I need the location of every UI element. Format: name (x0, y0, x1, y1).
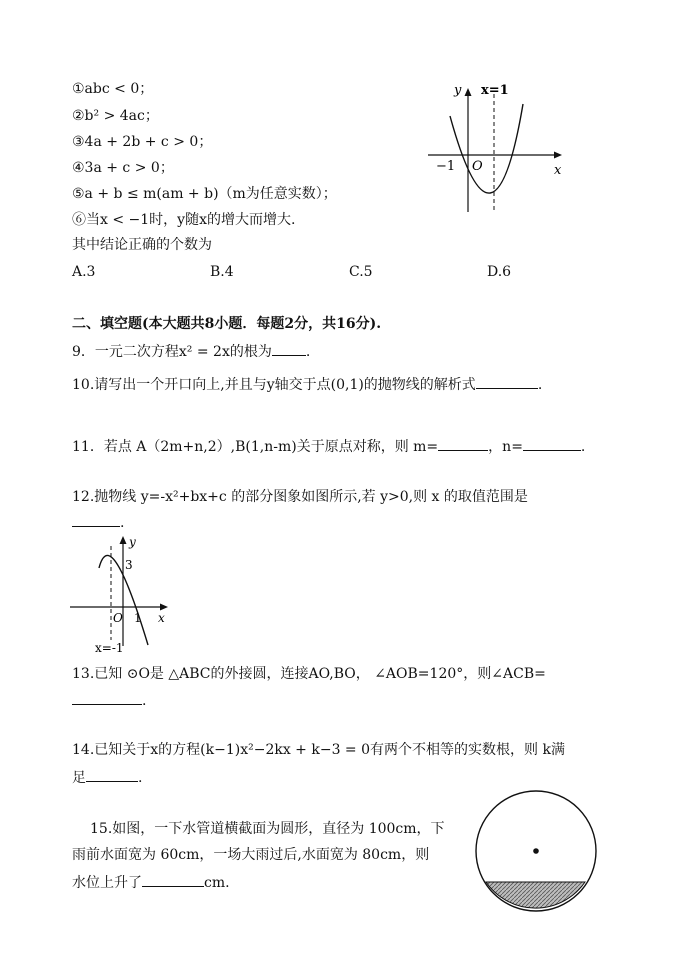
q13-text: 13.已知 ⊙O是 △ABC的外接圆，连接AO,BO， ∠AOB=120°，则∠ACB= (72, 666, 546, 682)
q12-parabola-graph (68, 528, 178, 658)
q8-item-5: ⑤a + b ≤ m(am + b)（m为任意实数）； (72, 186, 337, 202)
q15-answer-blank[interactable] (142, 872, 204, 887)
q8-option-a: A.3 (72, 264, 96, 280)
q15-text-3b: cm. (204, 875, 230, 891)
q9 (72, 341, 310, 361)
q12-y-arrow (120, 536, 127, 544)
q8-origin-label: O (472, 159, 483, 174)
q11 (72, 436, 585, 456)
q10 (72, 374, 542, 394)
q12-three-label: 3 (125, 558, 133, 572)
q8-y-arrow (465, 88, 472, 96)
q15-line-1: 15.如图，一下水管道横截面为圆形，直径为 100cm，下 (90, 821, 445, 837)
q12-x-label: x (158, 611, 165, 625)
q15-pipe-cross-section (474, 790, 598, 914)
q13-answer-line (72, 690, 146, 710)
q14-end: . (138, 770, 143, 786)
q8-x-label: x (554, 163, 562, 178)
q8-item-3: ③4a + 2b + c > 0； (72, 134, 213, 150)
q13-end: . (142, 693, 147, 709)
q14-text-2: 足 (72, 770, 86, 786)
q12-y-label: y (129, 535, 136, 549)
q8-option-d: D.6 (487, 264, 512, 280)
q10-answer-blank[interactable] (476, 374, 538, 389)
q8-item-1: ①abc < 0； (72, 81, 154, 97)
q12-one-label: 1 (134, 611, 142, 625)
q12-answer-blank[interactable] (72, 512, 120, 527)
section2-title: 二、填空题(本大题共8小题．每题2分，共16分). (72, 316, 382, 332)
q8-item-6: ⑥当x < −1时，y随x的增大而增大. (72, 212, 296, 228)
q10-text: 10.请写出一个开口向上,并且与y轴交于点(0,1)的抛物线的解析式 (72, 377, 476, 393)
q8-option-c: C.5 (349, 264, 373, 280)
q11-end: . (580, 439, 586, 455)
q14-text-1: 14.已知关于x的方程(k−1)x²−2kx + k−3 = 0有两个不相等的实数根，则 k满 (72, 742, 565, 758)
q11-m-blank[interactable] (438, 436, 488, 451)
q11-text-2: ，n= (488, 439, 523, 455)
q15-center-dot (533, 848, 539, 854)
q15-text-3a: 水位上升了 (72, 875, 142, 891)
q12-origin-label: O (113, 611, 123, 625)
q11-n-blank[interactable] (523, 436, 581, 451)
q10-end: . (537, 377, 543, 393)
q12-text: 12.抛物线 y=-x²+bx+c 的部分图象如图所示,若 y>0,则 x 的取值范围是 (72, 489, 528, 505)
q8-option-b: B.4 (210, 264, 234, 280)
q9-text: 9．一元二次方程x² = 2x的根为 (72, 344, 272, 360)
q13-answer-blank[interactable] (72, 690, 142, 705)
q8-question: 其中结论正确的个数为 (72, 237, 212, 253)
q12-end: . (120, 515, 125, 531)
q8-parabola-graph (420, 78, 580, 218)
q15-line-2: 雨前水面宽为 60cm，一场大雨过后,水面宽为 80cm，则 (72, 847, 430, 863)
q8-parabola-curve (450, 104, 523, 193)
q8-neg1-label: −1 (436, 159, 456, 174)
q8-item-2: ②b² > 4ac； (72, 108, 159, 124)
q9-answer-blank[interactable] (272, 341, 306, 356)
q14-answer-blank[interactable] (86, 767, 138, 782)
q9-end: . (305, 344, 311, 360)
q8-axis-label: x=1 (481, 83, 509, 98)
q14-line-2 (72, 767, 142, 787)
q15-line-3 (72, 872, 230, 892)
q8-item-4: ④3a + c > 0； (72, 160, 174, 176)
q12-axis-label: x=-1 (95, 641, 124, 655)
q11-text-1: 11．若点 A（2m+n,2）,B(1,n-m)关于原点对称，则 m= (72, 439, 439, 455)
q12-x-arrow (160, 604, 168, 611)
q15-water-area (486, 882, 585, 908)
q8-x-arrow (554, 152, 562, 159)
q8-y-label: y (454, 83, 462, 98)
